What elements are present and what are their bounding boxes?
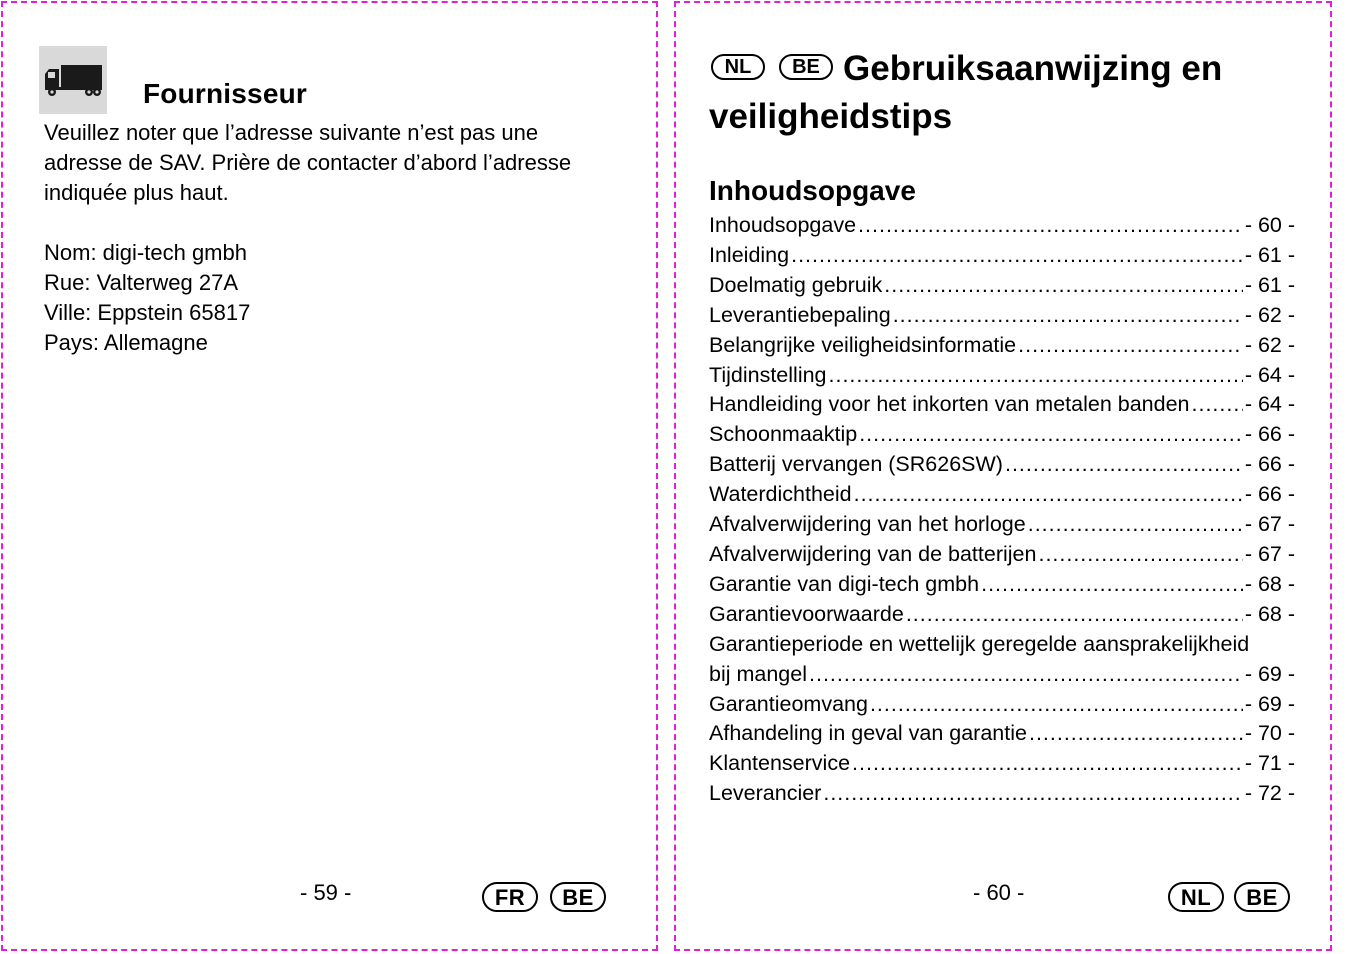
toc-leader-dots [1192,390,1243,420]
toc-entry [709,779,1295,809]
toc-entry-label: Leverantiebepaling [709,302,891,327]
toc-entry-page: - 70 - [1244,721,1295,746]
toc-leader-dots [1028,510,1243,540]
toc-entry-page: - 67 - [1244,541,1295,566]
page-number: - 59 - [300,880,352,905]
toc-entry [709,540,1295,570]
toc-entry-page: - 64 - [1244,392,1295,417]
toc-entry [709,331,1295,361]
toc-entry [709,480,1295,510]
toc-leader-dots [852,749,1243,779]
address-name: Nom: digi-tech gmbh [44,240,247,265]
toc-entry [709,570,1295,600]
toc-entry [709,390,1295,420]
toc-entry-label: Garantieperiode en wettelijk geregelde aansprakelijkheid [709,631,1250,656]
toc-entry-label: Waterdichtheid [709,482,852,507]
toc-entry-label: Tijdinstelling [709,362,827,387]
toc-entry-page: - 62 - [1244,302,1295,327]
toc-entry-page: - 61 - [1244,272,1295,297]
toc-entry-page: - 61 - [1244,242,1295,267]
toc-entry [709,361,1295,391]
title-badge-nl: NL [711,54,765,80]
toc-entry-label: Garantie van digi-tech gmbh [709,571,980,596]
toc-entry [709,211,1295,241]
toc-entry-label: Afhandeling in geval van garantie [709,721,1027,746]
toc-entry [709,450,1295,480]
page-number: - 60 - [973,880,1025,905]
address-country: Pays: Allemagne [44,330,208,355]
toc-entry-label: Afvalverwijdering van de batterijen [709,541,1037,566]
toc-entry-page: - 69 - [1244,661,1295,686]
toc-leader-dots [791,241,1243,271]
toc-leader-dots [829,361,1243,391]
toc-entry-label: Leverancier [709,781,822,806]
toc-leader-dots [906,600,1243,630]
toc-leader-dots [1029,719,1243,749]
intro-line: Veuillez noter que l’adresse suivante n’est pas une [44,120,539,145]
toc-entry-page: - 68 - [1244,571,1295,596]
toc-entry-label: bij mangel [709,661,807,686]
toc-leader-dots [884,271,1243,301]
intro-line: indiquée plus haut. [44,180,229,205]
title-line: Gebruiksaanwijzing en [843,49,1223,88]
toc-entry [709,690,1295,720]
toc-entry-label: Belangrijke veiligheidsinformatie [709,332,1017,357]
toc-entry-label: Klantenservice [709,751,851,776]
toc-entry [709,600,1295,630]
toc-leader-dots [893,301,1243,331]
toc-leader-dots [858,211,1243,241]
toc-entry-page: - 66 - [1244,452,1295,477]
section-heading: Fournisseur [143,78,308,109]
toc-leader-dots [859,420,1243,450]
toc-entry-page: - 66 - [1244,422,1295,447]
toc-entry-page: - 67 - [1244,512,1295,537]
language-badge-nl: NL [1168,882,1224,912]
toc-entry-label: Garantievoorwaarde [709,601,904,626]
toc-leader-dots [809,660,1243,690]
toc-entry [709,660,1295,690]
supplier-text [44,118,624,358]
toc-leader-dots [981,570,1243,600]
title-line: veiligheidstips [709,97,953,136]
toc-entry-page: - 68 - [1244,601,1295,626]
toc-entry [709,719,1295,749]
title-badge-be: BE [779,54,833,80]
language-badge-fr: FR [482,882,538,912]
toc-leader-dots [870,690,1243,720]
toc-entry-label: Garantieomvang [709,691,868,716]
toc-leader-dots [854,480,1243,510]
toc-entry-label: Doelmatig gebruik [709,272,883,297]
address-city: Ville: Eppstein 65817 [44,300,251,325]
toc-entry [709,420,1295,450]
language-badge-be: BE [550,882,606,912]
toc-entry-label: Handleiding voor het inkorten van metalen banden [709,392,1190,417]
toc-entry-page: - 71 - [1244,751,1295,776]
toc-leader-dots [823,779,1242,809]
toc-entry-label: Inhoudsopgave [709,213,857,237]
toc-entry-label: Inleiding [709,242,790,267]
toc-leader-dots [1005,450,1243,480]
intro-line: adresse de SAV. Prière de contacter d’abord l’adresse [44,150,572,175]
toc-entry [709,749,1295,779]
toc-leader-dots [1018,331,1243,361]
toc-entry [709,241,1295,271]
toc-entry-label: Batterij vervangen (SR626SW) [709,452,1003,477]
toc-entry [709,271,1295,301]
address-street: Rue: Valterweg 27A [44,270,239,295]
toc-entry-page: - 60 - [1244,213,1295,237]
language-badge-be: BE [1234,882,1290,912]
truck-icon [39,46,107,114]
toc-entry-page: - 72 - [1244,781,1295,806]
toc-entry [709,510,1295,540]
table-of-contents [709,211,1295,809]
toc-heading: Inhoudsopgave [709,175,916,206]
toc-entry-label: Afvalverwijdering van het horloge [709,512,1026,537]
toc-entry [709,301,1295,331]
toc-entry-page: - 66 - [1244,482,1295,507]
toc-entry-page: - 62 - [1244,332,1295,357]
page-title [709,45,1309,141]
toc-leader-dots [1038,540,1242,570]
toc-entry-page: - 69 - [1244,691,1295,716]
toc-entry-label: Schoonmaaktip [709,422,858,447]
toc-entry-page: - 64 - [1244,362,1295,387]
